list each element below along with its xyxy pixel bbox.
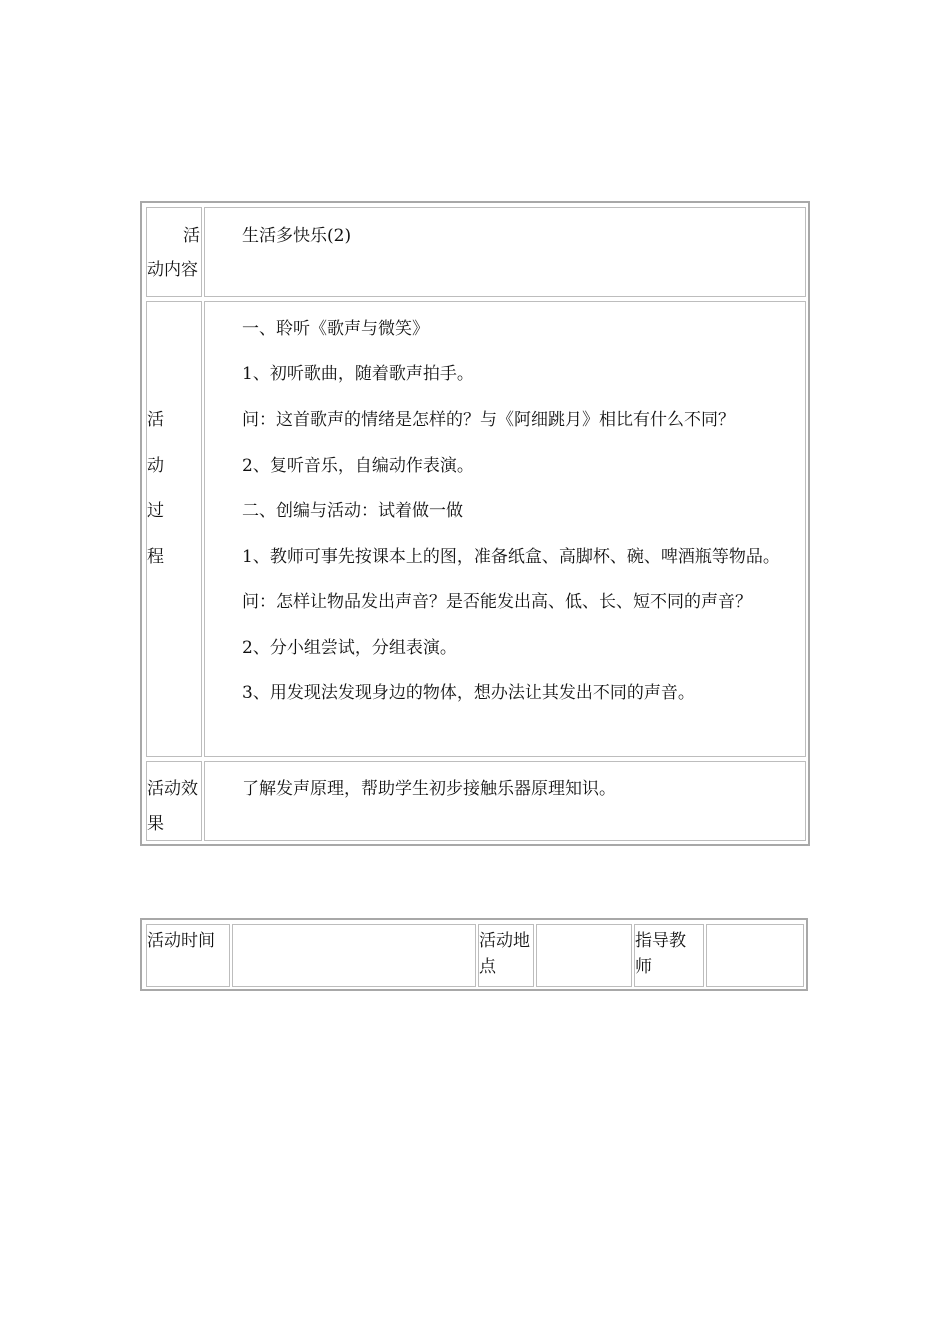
process-line: 二、创编与活动：试着做一做 [242, 501, 463, 521]
effect-value: 了解发声原理，帮助学生初步接触乐器原理知识。 [242, 779, 616, 799]
content-label-line-1: 活 [183, 226, 200, 246]
process-line: 2、复听音乐，自编动作表演。 [242, 456, 474, 476]
process-line: 问：这首歌声的情绪是怎样的？与《阿细跳月》相比有什么不同？ [242, 410, 735, 430]
info-table [140, 918, 808, 991]
effect-label-line-2: 果 [147, 814, 164, 834]
process-line: 1、教师可事先按课本上的图，准备纸盒、高脚杯、碗、啤酒瓶等物品。 [242, 547, 780, 567]
process-line: 问：怎样让物品发出声音？是否能发出高、低、长、短不同的声音？ [242, 592, 752, 612]
process-label-char-3: 过 [147, 501, 164, 521]
activity-table [140, 201, 810, 846]
teacher-label-line-1: 指导教 [635, 931, 686, 951]
content-value-cell [204, 207, 806, 297]
time-label-cell [146, 924, 230, 987]
teacher-label-line-2: 师 [635, 957, 652, 977]
time-label: 活动时间 [147, 931, 215, 951]
process-line: 3、用发现法发现身边的物体，想办法让其发出不同的声音。 [242, 683, 695, 703]
place-value-cell [536, 924, 632, 987]
place-label-line-1: 活动地 [479, 931, 530, 951]
teacher-label-cell [634, 924, 704, 987]
place-label-line-2: 点 [479, 957, 496, 977]
content-label-line-2: 动内容 [147, 260, 198, 280]
content-label-cell [146, 207, 202, 297]
time-value-cell [232, 924, 476, 987]
teacher-value-cell [706, 924, 804, 987]
effect-label-line-1: 活动效 [147, 779, 198, 799]
process-label-char-2: 动 [147, 456, 164, 476]
process-value-cell [204, 301, 806, 757]
process-line: 一、聆听《歌声与微笑》 [242, 319, 429, 339]
content-value: 生活多快乐(2) [242, 226, 352, 246]
effect-value-cell [204, 761, 806, 841]
process-line: 2、分小组尝试，分组表演。 [242, 638, 457, 658]
effect-label-cell [146, 761, 202, 841]
process-label-char-1: 活 [147, 410, 164, 430]
process-label-char-4: 程 [147, 547, 164, 567]
process-line: 1、初听歌曲，随着歌声拍手。 [242, 364, 474, 384]
process-label-cell [146, 301, 202, 757]
place-label-cell [478, 924, 534, 987]
